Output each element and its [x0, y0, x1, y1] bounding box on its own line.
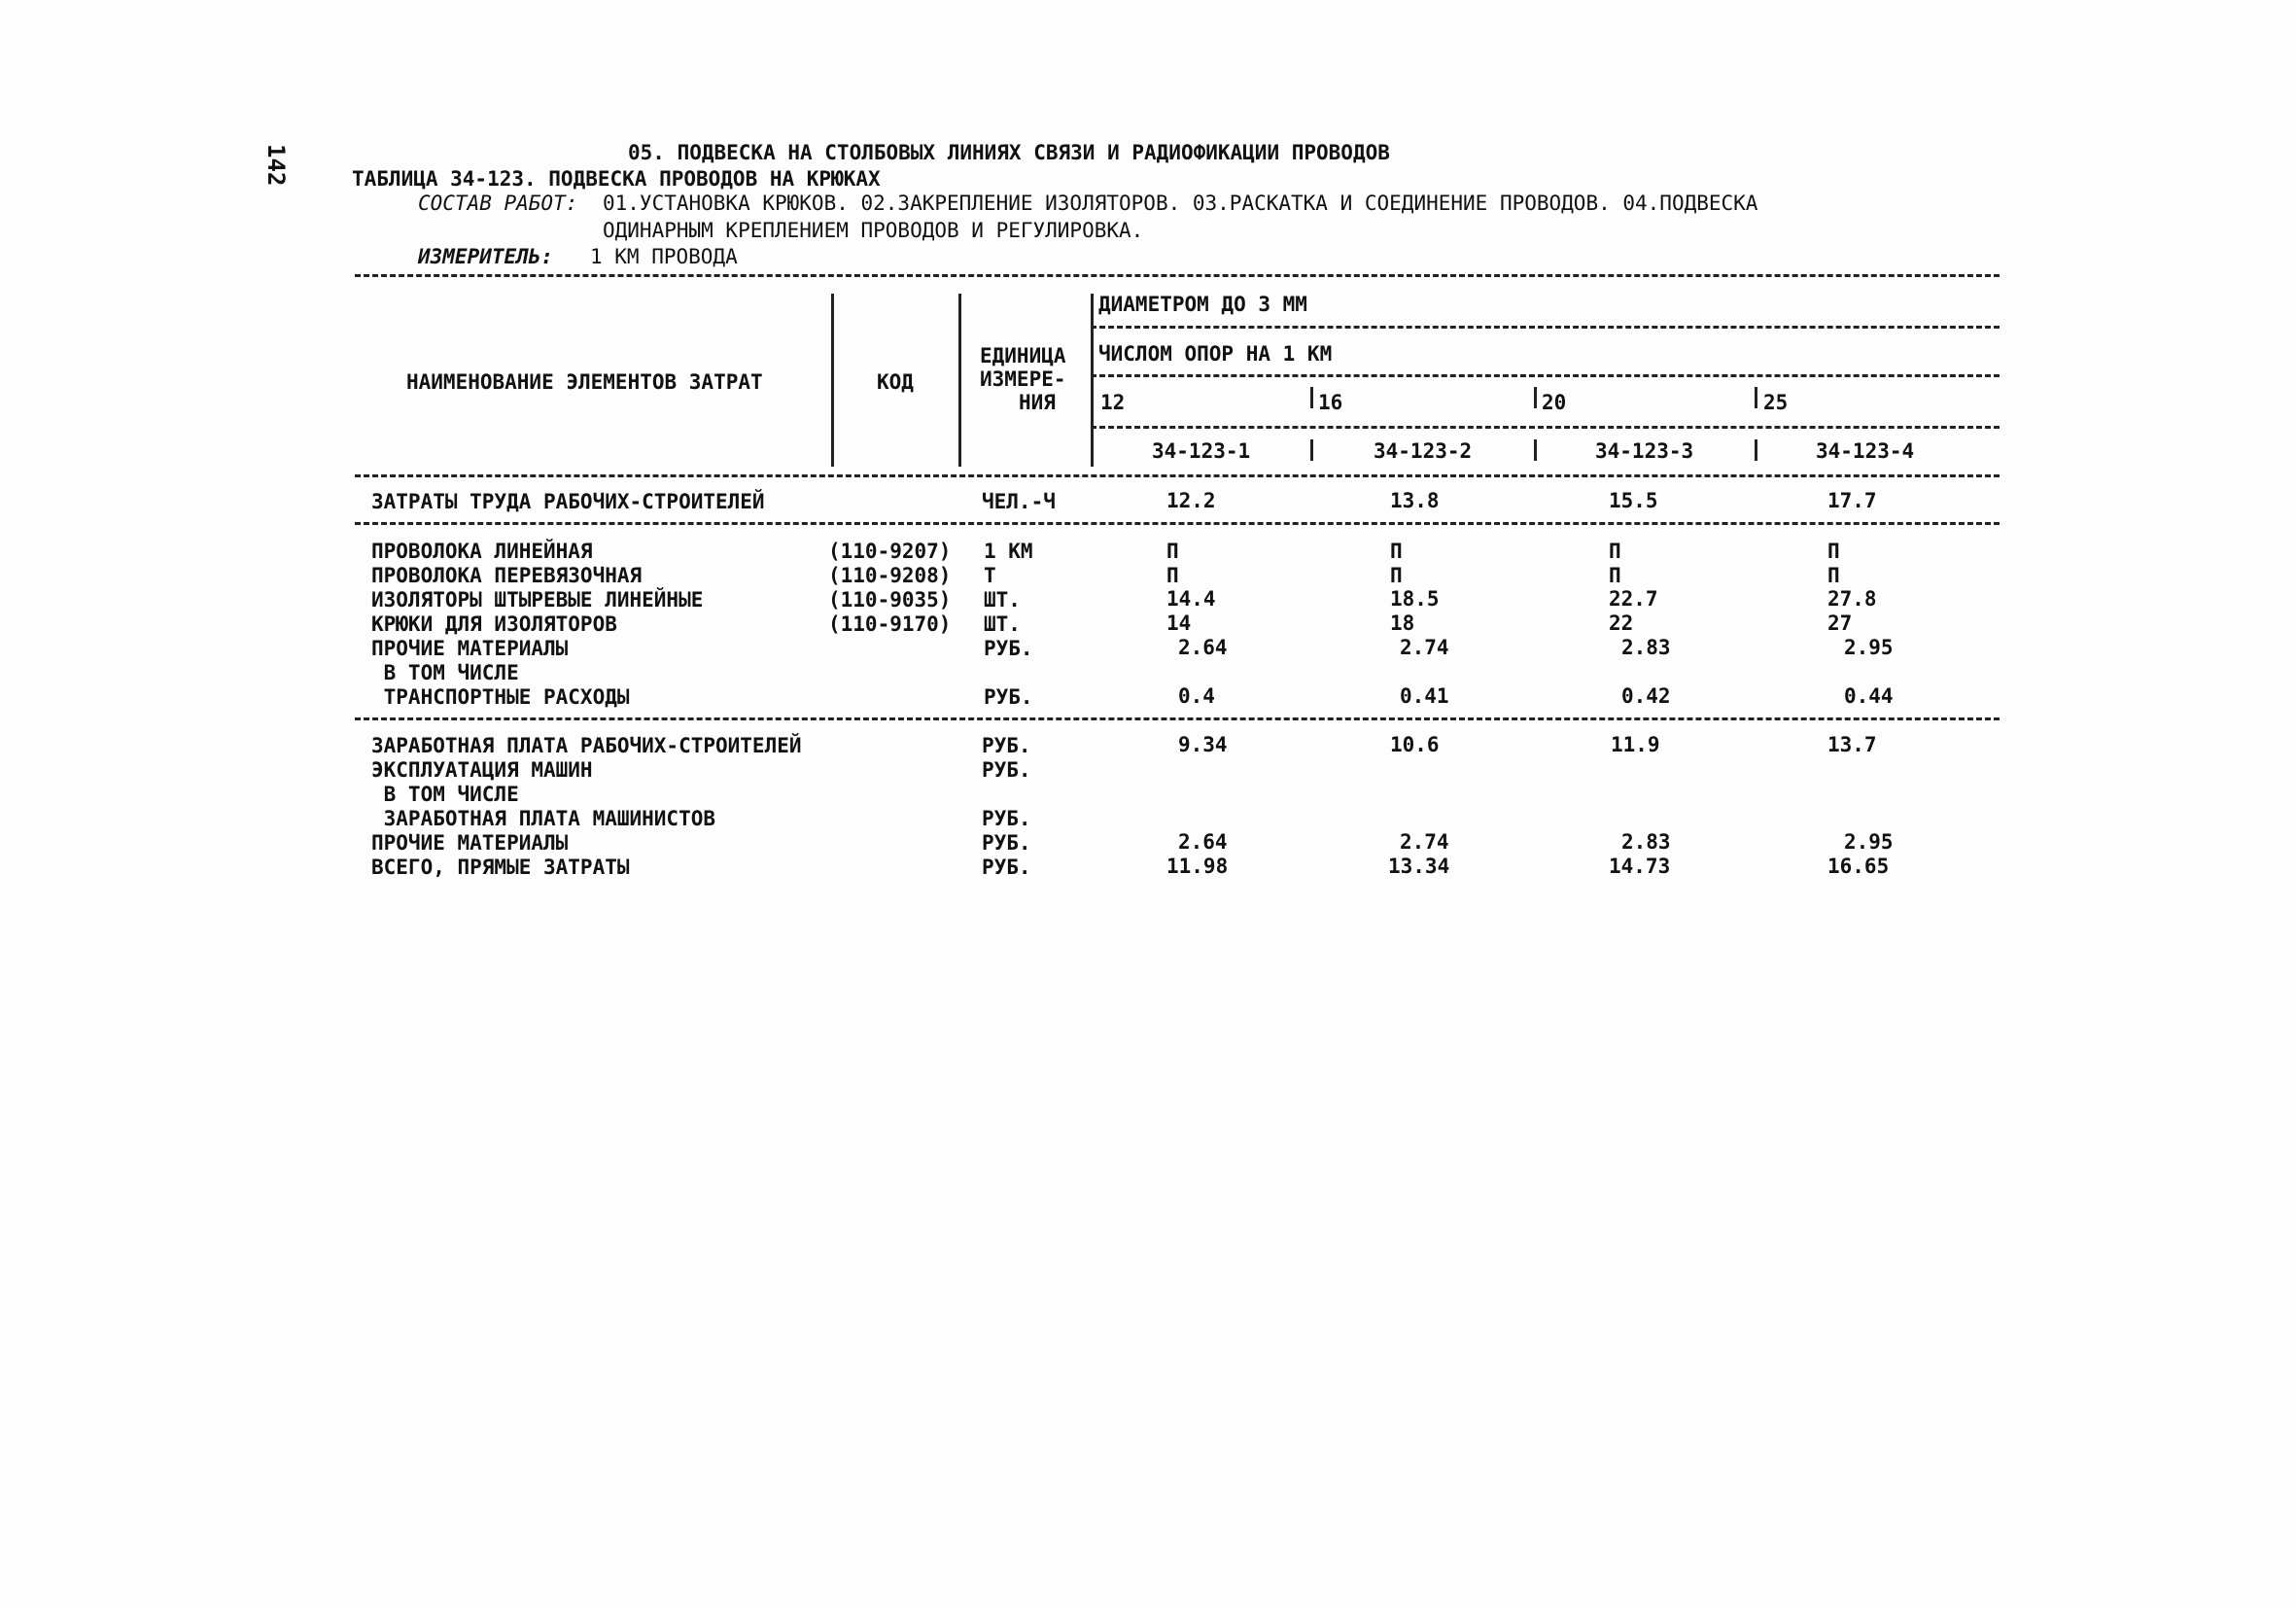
vrule-code [958, 294, 961, 467]
summary-unit: РУБ. [982, 807, 1031, 830]
header-diameter: ДИАМЕТРОМ ДО 3 ММ [1098, 293, 1307, 316]
vrule-code-2 [1310, 439, 1313, 461]
material-value-2: 18.5 [1390, 587, 1440, 611]
summary-value-1: 9.34 [1178, 733, 1228, 756]
summary-unit: РУБ. [982, 856, 1031, 879]
header-unit-1: ЕДИНИЦА [980, 344, 1066, 367]
material-value-1: 0.4 [1178, 684, 1215, 708]
header-count-12: 12 [1100, 391, 1126, 414]
material-code: (110-9035) [828, 588, 952, 612]
summary-value-4: 2.95 [1844, 830, 1894, 854]
section-title: 05. ПОДВЕСКА НА СТОЛБОВЫХ ЛИНИЯХ СВЯЗИ И РАДИОФИКАЦИИ ПРОВОДОВ [628, 141, 1390, 164]
material-value-1: П [1166, 564, 1179, 587]
table-title: ТАБЛИЦА 34-123. ПОДВЕСКА ПРОВОДОВ НА КРЮКАХ [352, 167, 881, 191]
header-code-3: 34-123-3 [1595, 439, 1694, 463]
measure-value: 1 КМ ПРОВОДА [590, 245, 738, 268]
material-unit: РУБ. [984, 637, 1033, 660]
vrule-16 [1310, 387, 1313, 408]
material-value-2: П [1390, 540, 1403, 563]
material-value-4: 2.95 [1844, 636, 1894, 659]
material-value-4: 27 [1827, 612, 1853, 635]
material-name: ПРОВОЛОКА ЛИНЕЙНАЯ [371, 540, 593, 563]
labor-value-3: 15.5 [1609, 489, 1658, 512]
material-unit: ШТ. [984, 612, 1021, 636]
rule-header-3 [1091, 426, 2000, 429]
material-unit: 1 КМ [984, 540, 1033, 563]
summary-value-4: 13.7 [1827, 733, 1877, 756]
labor-name: ЗАТРАТЫ ТРУДА РАБОЧИХ-СТРОИТЕЛЕЙ [371, 490, 765, 513]
vrule-name [831, 294, 834, 467]
summary-value-2: 10.6 [1390, 733, 1440, 756]
header-code-4: 34-123-4 [1816, 439, 1915, 463]
header-code-2: 34-123-2 [1374, 439, 1473, 463]
material-value-1: 14.4 [1166, 587, 1216, 611]
rule-materials-bottom [355, 717, 2000, 720]
summary-name: ПРОЧИЕ МАТЕРИАЛЫ [371, 831, 569, 855]
labor-value-4: 17.7 [1827, 489, 1877, 512]
material-value-3: 22 [1609, 612, 1634, 635]
header-unit-3: НИЯ [1019, 391, 1056, 414]
summary-value-3: 11.9 [1611, 733, 1660, 756]
material-value-4: П [1827, 564, 1840, 587]
material-value-3: П [1609, 564, 1621, 587]
material-value-2: 18 [1390, 612, 1415, 635]
material-value-2: П [1390, 564, 1403, 587]
labor-unit: ЧЕЛ.-Ч [982, 490, 1056, 513]
summary-name: ВСЕГО, ПРЯМЫЕ ЗАТРАТЫ [371, 856, 630, 879]
rule-header-1 [1091, 326, 2000, 329]
material-name: ТРАНСПОРТНЫЕ РАСХОДЫ [371, 685, 630, 709]
header-code-1: 34-123-1 [1152, 439, 1251, 463]
summary-name: ЗАРАБОТНАЯ ПЛАТА МАШИНИСТОВ [371, 807, 716, 830]
vrule-unit [1091, 294, 1094, 467]
header-unit-2: ИЗМЕРЕ- [980, 367, 1066, 391]
material-code: (110-9207) [828, 540, 952, 563]
material-value-1: П [1166, 540, 1179, 563]
material-name: ПРОВОЛОКА ПЕРЕВЯЗОЧНАЯ [371, 564, 643, 587]
material-unit: РУБ. [984, 685, 1033, 709]
page-number: 142 [262, 144, 290, 187]
summary-unit: РУБ. [982, 758, 1031, 782]
material-name: ИЗОЛЯТОРЫ ШТЫРЕВЫЕ ЛИНЕЙНЫЕ [371, 588, 704, 612]
summary-value-4: 16.65 [1827, 855, 1890, 878]
material-unit: Т [984, 564, 996, 587]
summary-name: В ТОМ ЧИСЛЕ [371, 783, 519, 806]
material-name: ПРОЧИЕ МАТЕРИАЛЫ [371, 637, 569, 660]
vrule-code-3 [1534, 439, 1537, 461]
work-line-1: 01.УСТАНОВКА КРЮКОВ. 02.ЗАКРЕПЛЕНИЕ ИЗОЛЯТОРОВ. 03.РАСКАТКА И СОЕДИНЕНИЕ ПРОВОДОВ. 04.ПОДВЕСКА [603, 192, 1758, 215]
summary-value-2: 13.34 [1388, 855, 1450, 878]
material-value-3: 2.83 [1621, 636, 1671, 659]
vrule-20 [1534, 387, 1537, 408]
summary-name: ЭКСПЛУАТАЦИЯ МАШИН [371, 758, 593, 782]
vrule-code-4 [1755, 439, 1757, 461]
work-line-2: ОДИНАРНЫМ КРЕПЛЕНИЕМ ПРОВОДОВ И РЕГУЛИРОВКА. [603, 219, 1144, 242]
header-count-16: 16 [1318, 391, 1343, 414]
rule-top [355, 274, 2000, 277]
header-name: НАИМЕНОВАНИЕ ЭЛЕМЕНТОВ ЗАТРАТ [406, 370, 763, 394]
material-value-3: П [1609, 540, 1621, 563]
header-count-20: 20 [1542, 391, 1567, 414]
material-name: В ТОМ ЧИСЛЕ [371, 661, 519, 684]
material-unit: ШТ. [984, 588, 1021, 612]
header-count-25: 25 [1763, 391, 1789, 414]
summary-value-1: 2.64 [1178, 830, 1228, 854]
summary-value-3: 2.83 [1621, 830, 1671, 854]
summary-value-3: 14.73 [1609, 855, 1671, 878]
material-value-3: 0.42 [1621, 684, 1671, 708]
material-value-3: 22.7 [1609, 587, 1658, 611]
summary-name: ЗАРАБОТНАЯ ПЛАТА РАБОЧИХ-СТРОИТЕЛЕЙ [371, 734, 802, 757]
rule-header-2 [1091, 374, 2000, 377]
material-value-4: 27.8 [1827, 587, 1877, 611]
material-value-1: 2.64 [1178, 636, 1228, 659]
material-name: КРЮКИ ДЛЯ ИЗОЛЯТОРОВ [371, 612, 617, 636]
rule-labor-bottom [355, 522, 2000, 525]
summary-value-1: 11.98 [1166, 855, 1229, 878]
summary-value-2: 2.74 [1400, 830, 1449, 854]
material-code: (110-9208) [828, 564, 952, 587]
material-value-4: 0.44 [1844, 684, 1894, 708]
summary-unit: РУБ. [982, 734, 1031, 757]
measure-label: ИЗМЕРИТЕЛЬ: [418, 245, 554, 268]
material-code: (110-9170) [828, 612, 952, 636]
labor-value-1: 12.2 [1166, 489, 1216, 512]
rule-header-bottom [355, 474, 2000, 477]
header-supports: ЧИСЛОМ ОПОР НА 1 КМ [1098, 342, 1333, 366]
material-value-2: 2.74 [1400, 636, 1449, 659]
material-value-4: П [1827, 540, 1840, 563]
work-label: СОСТАВ РАБОТ: [418, 192, 578, 215]
vrule-25 [1755, 387, 1757, 408]
material-value-2: 0.41 [1400, 684, 1449, 708]
labor-value-2: 13.8 [1390, 489, 1440, 512]
material-value-1: 14 [1166, 612, 1192, 635]
summary-unit: РУБ. [982, 831, 1031, 855]
header-code: КОД [877, 370, 914, 394]
